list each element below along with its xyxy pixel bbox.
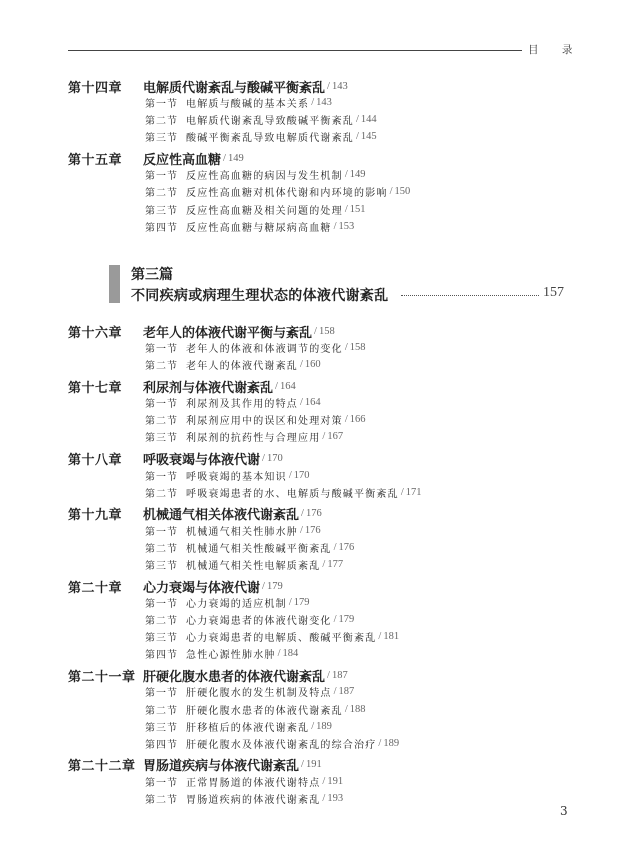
section-number: 第二节 bbox=[145, 794, 178, 806]
section-page: 166 bbox=[349, 414, 366, 426]
page-separator: / bbox=[389, 186, 393, 198]
section-page: 176 bbox=[304, 524, 321, 536]
section-entry[interactable] bbox=[145, 202, 365, 217]
section-number: 第三节 bbox=[145, 205, 178, 217]
page-separator: / bbox=[301, 508, 304, 520]
section-title: 心力衰竭患者的电解质、酸碱平衡紊乱 bbox=[186, 633, 377, 645]
section-title: 电解质代谢紊乱导致酸碱平衡紊乱 bbox=[186, 116, 354, 128]
chapter-number: 第二十章 bbox=[68, 580, 123, 596]
page-separator: / bbox=[223, 152, 226, 164]
section-page: 164 bbox=[304, 397, 321, 409]
page-separator: / bbox=[333, 686, 337, 698]
section-number: 第二节 bbox=[145, 705, 178, 717]
section-number: 第一节 bbox=[145, 344, 178, 355]
section-number: 第三节 bbox=[145, 433, 178, 445]
part-marker-bar bbox=[109, 265, 120, 303]
page-separator: / bbox=[344, 414, 348, 426]
section-title: 反应性高血糖与糖尿病高血糖 bbox=[186, 222, 332, 234]
section-number: 第一节 bbox=[145, 777, 178, 789]
section-entry[interactable] bbox=[145, 429, 343, 444]
page-separator: / bbox=[275, 380, 278, 392]
page-separator: / bbox=[288, 469, 292, 481]
page-separator: / bbox=[314, 325, 317, 337]
page-separator: / bbox=[301, 759, 304, 771]
page-separator: / bbox=[378, 737, 382, 749]
section-entry[interactable] bbox=[145, 395, 321, 410]
chapter-title: 呼吸衰竭与体液代谢 bbox=[143, 453, 261, 468]
section-entry[interactable] bbox=[145, 95, 332, 110]
section-page: 170 bbox=[293, 469, 310, 481]
section-entry[interactable] bbox=[145, 129, 377, 144]
chapter-entry[interactable] bbox=[68, 666, 348, 684]
chapter-number: 第十六章 bbox=[68, 325, 123, 341]
page-separator: / bbox=[333, 220, 337, 232]
section-entry[interactable] bbox=[145, 595, 309, 610]
page-separator: / bbox=[327, 669, 330, 681]
section-title: 正常胃肠道的体液代谢特点 bbox=[186, 777, 321, 789]
chapter-title: 心力衰竭与体液代谢 bbox=[143, 580, 261, 596]
chapter-page: 143 bbox=[331, 80, 348, 92]
section-title: 利尿剂及其作用的特点 bbox=[186, 399, 298, 411]
chapter-page: 176 bbox=[305, 508, 322, 520]
section-page: 177 bbox=[327, 558, 344, 570]
section-number: 第四节 bbox=[145, 222, 178, 234]
section-page: 153 bbox=[338, 220, 355, 232]
page-separator: / bbox=[300, 359, 303, 371]
chapter-page: 170 bbox=[266, 453, 283, 464]
section-entry[interactable] bbox=[145, 719, 332, 734]
section-page: 176 bbox=[338, 541, 355, 553]
section-page: 171 bbox=[405, 486, 422, 498]
section-entry[interactable] bbox=[145, 184, 410, 199]
section-page: 191 bbox=[327, 775, 344, 787]
section-entry[interactable] bbox=[145, 112, 377, 127]
section-entry[interactable] bbox=[145, 629, 399, 644]
section-title: 反应性高血糖及相关问题的处理 bbox=[186, 205, 343, 217]
section-title: 利尿剂应用中的误区和处理对策 bbox=[186, 416, 343, 428]
section-page: 151 bbox=[349, 203, 366, 215]
section-number: 第一节 bbox=[145, 599, 178, 610]
section-title: 机械通气相关性电解质紊乱 bbox=[186, 560, 321, 572]
chapter-number: 第十八章 bbox=[68, 453, 123, 468]
page-separator: / bbox=[333, 541, 337, 553]
chapter-page: 149 bbox=[227, 152, 244, 164]
section-title: 反应性高血糖的病因与发生机制 bbox=[186, 171, 343, 183]
page-separator: / bbox=[344, 703, 348, 715]
section-title: 反应性高血糖对机体代谢和内环境的影响 bbox=[186, 188, 388, 200]
page-separator: / bbox=[300, 524, 303, 536]
section-entry[interactable] bbox=[145, 702, 365, 717]
section-entry[interactable] bbox=[145, 485, 421, 500]
page-separator: / bbox=[322, 558, 326, 570]
page-separator: / bbox=[327, 80, 330, 92]
section-entry[interactable] bbox=[145, 523, 321, 538]
chapter-entry[interactable] bbox=[68, 505, 322, 523]
page-separator: / bbox=[344, 203, 348, 215]
page-separator: / bbox=[322, 775, 326, 787]
section-page: 189 bbox=[316, 720, 332, 732]
section-title: 肝移植后的体液代谢紊乱 bbox=[186, 722, 310, 734]
section-number: 第一节 bbox=[145, 526, 178, 538]
section-entry[interactable] bbox=[145, 468, 309, 483]
chapter-title: 机械通气相关体液代谢紊乱 bbox=[143, 508, 300, 524]
section-entry[interactable] bbox=[145, 412, 365, 427]
chapter-entry[interactable] bbox=[68, 756, 322, 774]
section-title: 呼吸衰竭的基本知识 bbox=[186, 471, 287, 483]
part-heading bbox=[109, 265, 569, 303]
section-title: 利尿剂的抗药性与合理应用 bbox=[186, 433, 321, 445]
chapter-number: 第二十一章 bbox=[68, 669, 136, 685]
page-separator: / bbox=[311, 97, 315, 108]
page-separator: / bbox=[322, 792, 326, 804]
section-page: 181 bbox=[383, 631, 400, 643]
section-page: 187 bbox=[338, 686, 355, 698]
part-page: 157 bbox=[543, 285, 564, 300]
section-number: 第四节 bbox=[145, 650, 178, 662]
section-number: 第一节 bbox=[145, 99, 178, 110]
section-entry[interactable] bbox=[145, 646, 298, 661]
section-page: 143 bbox=[316, 97, 332, 108]
section-number: 第四节 bbox=[145, 739, 178, 751]
section-entry[interactable] bbox=[145, 791, 343, 806]
page-separator: / bbox=[378, 631, 382, 643]
page-separator: / bbox=[311, 720, 315, 732]
section-title: 肝硬化腹水患者的体液代谢紊乱 bbox=[186, 705, 343, 717]
section-title: 机械通气相关性肺水肿 bbox=[186, 526, 298, 538]
chapter-number: 第十四章 bbox=[68, 80, 123, 96]
chapter-page: 158 bbox=[318, 325, 335, 337]
section-title: 老年人的体液和体液调节的变化 bbox=[186, 344, 343, 355]
section-number: 第二节 bbox=[145, 361, 178, 373]
page-separator: / bbox=[277, 648, 281, 660]
section-title: 肝硬化腹水的发生机制及特点 bbox=[186, 688, 332, 700]
section-number: 第二节 bbox=[145, 116, 178, 128]
part-label: 第三篇 bbox=[131, 267, 173, 283]
section-page: 188 bbox=[349, 703, 366, 715]
section-entry[interactable] bbox=[145, 612, 354, 627]
page-separator: / bbox=[400, 486, 404, 498]
section-entry[interactable] bbox=[145, 167, 365, 182]
chapter-title: 反应性高血糖 bbox=[143, 152, 222, 168]
section-title: 电解质与酸碱的基本关系 bbox=[186, 99, 310, 110]
section-page: 144 bbox=[360, 114, 377, 126]
chapter-entry[interactable] bbox=[68, 377, 296, 395]
section-entry[interactable] bbox=[145, 774, 343, 789]
section-number: 第二节 bbox=[145, 543, 178, 555]
section-number: 第二节 bbox=[145, 188, 178, 200]
section-page: 189 bbox=[383, 737, 400, 749]
section-page: 158 bbox=[349, 342, 366, 353]
section-page: 167 bbox=[327, 431, 344, 443]
page-separator: / bbox=[288, 597, 292, 608]
part-title: 不同疾病或病理生理状态的体液代谢紊乱 bbox=[131, 288, 389, 304]
chapter-title: 胃肠道疾病与体液代谢紊乱 bbox=[143, 759, 300, 775]
section-number: 第二节 bbox=[145, 416, 178, 428]
page-separator: / bbox=[262, 580, 265, 592]
section-title: 呼吸衰竭患者的水、电解质与酸碱平衡紊乱 bbox=[186, 488, 399, 500]
section-number: 第一节 bbox=[145, 471, 178, 483]
section-number: 第二节 bbox=[145, 616, 178, 628]
section-title: 心力衰竭的适应机制 bbox=[186, 599, 287, 610]
section-page: 179 bbox=[293, 597, 310, 608]
section-number: 第一节 bbox=[145, 688, 178, 700]
section-entry[interactable] bbox=[145, 557, 343, 572]
section-entry[interactable] bbox=[145, 736, 399, 751]
section-entry[interactable] bbox=[145, 357, 321, 372]
section-entry[interactable] bbox=[145, 540, 354, 555]
chapter-title: 利尿剂与体液代谢紊乱 bbox=[143, 380, 274, 396]
section-number: 第二节 bbox=[145, 488, 178, 500]
section-number: 第三节 bbox=[145, 722, 178, 734]
section-page: 149 bbox=[349, 169, 366, 181]
section-title: 老年人的体液代谢紊乱 bbox=[186, 361, 298, 373]
page-separator: / bbox=[322, 431, 326, 443]
section-title: 心力衰竭患者的体液代谢变化 bbox=[186, 616, 332, 628]
page-separator: / bbox=[356, 114, 359, 126]
chapter-title: 肝硬化腹水患者的体液代谢紊乱 bbox=[143, 669, 326, 685]
page-separator: / bbox=[262, 453, 265, 464]
running-header: 目 录 bbox=[528, 44, 583, 56]
chapter-number: 第十五章 bbox=[68, 152, 123, 168]
page-separator: / bbox=[300, 397, 303, 409]
section-page: 179 bbox=[338, 614, 355, 626]
section-title: 肝硬化腹水及体液代谢紊乱的综合治疗 bbox=[186, 739, 377, 751]
chapter-title: 电解质代谢紊乱与酸碱平衡紊乱 bbox=[143, 80, 326, 96]
section-page: 145 bbox=[360, 131, 377, 143]
chapter-page: 164 bbox=[279, 380, 296, 392]
chapter-page: 191 bbox=[305, 759, 322, 771]
chapter-entry[interactable] bbox=[68, 77, 348, 95]
chapter-entry[interactable] bbox=[68, 577, 283, 595]
page-separator: / bbox=[344, 169, 348, 181]
chapter-number: 第二十二章 bbox=[68, 759, 136, 775]
chapter-page: 187 bbox=[331, 669, 348, 681]
section-number: 第三节 bbox=[145, 560, 178, 572]
page-separator: / bbox=[333, 614, 337, 626]
section-title: 胃肠道疾病的体液代谢紊乱 bbox=[186, 794, 321, 806]
section-entry[interactable] bbox=[145, 340, 365, 355]
section-page: 193 bbox=[327, 792, 344, 804]
section-page: 184 bbox=[282, 648, 299, 660]
page-separator: / bbox=[344, 342, 348, 353]
chapter-entry[interactable] bbox=[68, 149, 244, 167]
dotted-leader bbox=[401, 295, 539, 296]
page-separator: / bbox=[356, 131, 359, 143]
section-page: 160 bbox=[304, 359, 321, 371]
chapter-title: 老年人的体液代谢平衡与紊乱 bbox=[143, 325, 313, 341]
section-entry[interactable] bbox=[145, 219, 354, 234]
section-number: 第一节 bbox=[145, 171, 178, 183]
chapter-entry[interactable] bbox=[68, 322, 335, 340]
chapter-number: 第十七章 bbox=[68, 380, 123, 396]
section-title: 酸碱平衡紊乱导致电解质代谢紊乱 bbox=[186, 133, 354, 145]
section-number: 第三节 bbox=[145, 633, 178, 645]
chapter-page: 179 bbox=[266, 580, 283, 592]
section-number: 第一节 bbox=[145, 399, 178, 411]
section-title: 机械通气相关性酸碱平衡紊乱 bbox=[186, 543, 332, 555]
section-page: 150 bbox=[394, 186, 411, 198]
section-title: 急性心源性肺水肿 bbox=[186, 650, 276, 662]
chapter-number: 第十九章 bbox=[68, 508, 123, 524]
section-entry[interactable] bbox=[145, 684, 354, 699]
section-number: 第三节 bbox=[145, 133, 178, 145]
chapter-entry[interactable] bbox=[68, 450, 283, 468]
page-number: 3 bbox=[560, 804, 568, 818]
